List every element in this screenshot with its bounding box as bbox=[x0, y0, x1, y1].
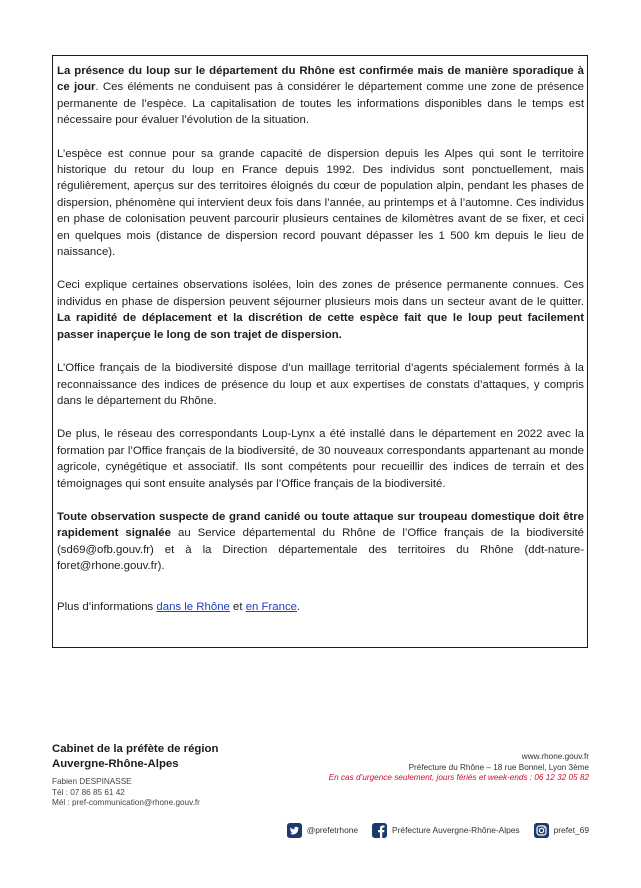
emergency-line: En cas d’urgence seulement, jours fériés et week-ends : 06 12 32 05 82 bbox=[328, 773, 589, 782]
instagram-handle: prefet_69 bbox=[553, 825, 589, 835]
facebook-icon bbox=[372, 823, 387, 838]
org-name bbox=[52, 742, 312, 771]
more-suffix: . bbox=[297, 600, 301, 613]
facebook-handle: Préfecture Auvergne-Rhône-Alpes bbox=[392, 825, 520, 835]
twitter-link[interactable] bbox=[287, 823, 358, 838]
intro-text: . Ces éléments ne conduisent pas à considérer le département comme une zone de présence permanente de l’espèce. La capitalisation de toutes les informations disponibles dans le temps est nécessaire pour évaluer l’évolution de la situation. bbox=[57, 81, 584, 127]
network-paragraph: De plus, le réseau des correspondants Loup-Lynx a été installé dans le département en 2022 avec la formation par l’Office français de la biodiversité, de 30 nouveaux correspondants appartenant au monde agricole, cynégétique et associatif. Ils sont compétents pour recueillir des indices de terrain et des témoignages qui sont ensuite analysés par l’Office français de la biodiversité. bbox=[57, 428, 584, 490]
social-links bbox=[273, 822, 589, 838]
report-text: au Service départemental du Rhône de l’Office français de la biodiversité (sd69@ofb.gouv.fr) et à la Direction départementale des territoires du Rhône (ddt-nature-foret@rhone.gouv.fr). bbox=[57, 527, 584, 573]
report-paragraph bbox=[57, 509, 584, 575]
link-rhone[interactable]: dans le Rhône bbox=[156, 600, 230, 613]
link-france[interactable]: en France bbox=[245, 600, 298, 613]
footer-address-block bbox=[329, 752, 589, 784]
ofb-paragraph: L’Office français de la biodiversité dispose d’un maillage territorial d’agents spécialement formés à la reconnaissance des indices de présence du loup et aux expertises de constats d’attaques, y compris dans le département du Rhône. bbox=[57, 362, 584, 407]
press-release-box bbox=[52, 55, 588, 648]
contact-phone: Tél : 07 86 85 61 42 bbox=[52, 787, 125, 797]
intro-bold: La présence du loup sur le département du Rhône est confirmée mais de manière sporadique à ce jour bbox=[57, 65, 584, 94]
org-line-1: Cabinet de la préfète de région bbox=[52, 743, 219, 755]
isolated-bold: La rapidité de déplacement et la discrétion de cette espèce fait que le loup peut facilement passer inaperçue le long de son trajet de dispersion. bbox=[57, 312, 584, 341]
instagram-link[interactable] bbox=[534, 823, 589, 838]
website-link[interactable]: www.rhone.gouv.fr bbox=[521, 752, 589, 761]
org-line-2: Auvergne-Rhône-Alpes bbox=[52, 757, 179, 770]
isolated-text: Ceci explique certaines observations isolées, loin des zones de présence permanente connues. Ces individus en phase de dispersion peuvent séjourner plusieurs mois dans un secteur avant de le quitter. bbox=[57, 279, 584, 308]
contact-name: Fabien DESPINASSE bbox=[52, 777, 132, 786]
contact-email: Mél : pref-communication@rhone.gouv.fr bbox=[52, 798, 200, 807]
more-info-paragraph bbox=[57, 599, 584, 615]
isolated-paragraph bbox=[57, 277, 584, 343]
facebook-link[interactable] bbox=[372, 823, 520, 838]
contact-details bbox=[52, 777, 312, 809]
prefecture-address: Préfecture du Rhône – 18 rue Bonnel, Lyon 3ème bbox=[408, 762, 589, 772]
more-prefix: Plus d’informations bbox=[57, 600, 157, 613]
more-middle: et bbox=[229, 600, 246, 613]
instagram-icon bbox=[534, 823, 549, 838]
twitter-icon bbox=[287, 823, 302, 838]
intro-paragraph bbox=[57, 63, 584, 129]
dispersion-paragraph: L’espèce est connue pour sa grande capacité de dispersion depuis les Alpes qui sont le territoire historique du retour du loup en France depuis 1992. Des individus sont ponctuellement, mais régulièrement, aperçus sur des territoires éloignés du cœur de population alpin, pendant les phases de dispersion, phénomène qui intervient deux fois dans l’année, au printemps et à l’automne. Ces individus en phase de colonisation peuvent parcourir plusieurs centaines de kilomètres avant de se fixer, et ceci en quelques mois (distance de dispersion record pouvant dépasser les 1 500 km depuis le lieu de naissance). bbox=[57, 147, 584, 259]
report-bold: Toute observation suspecte de grand canidé ou toute attaque sur troupeau domestique doit être rapidement signalée bbox=[57, 510, 584, 540]
footer-contact-block bbox=[52, 742, 312, 809]
twitter-handle: @prefetrhone bbox=[306, 825, 359, 835]
